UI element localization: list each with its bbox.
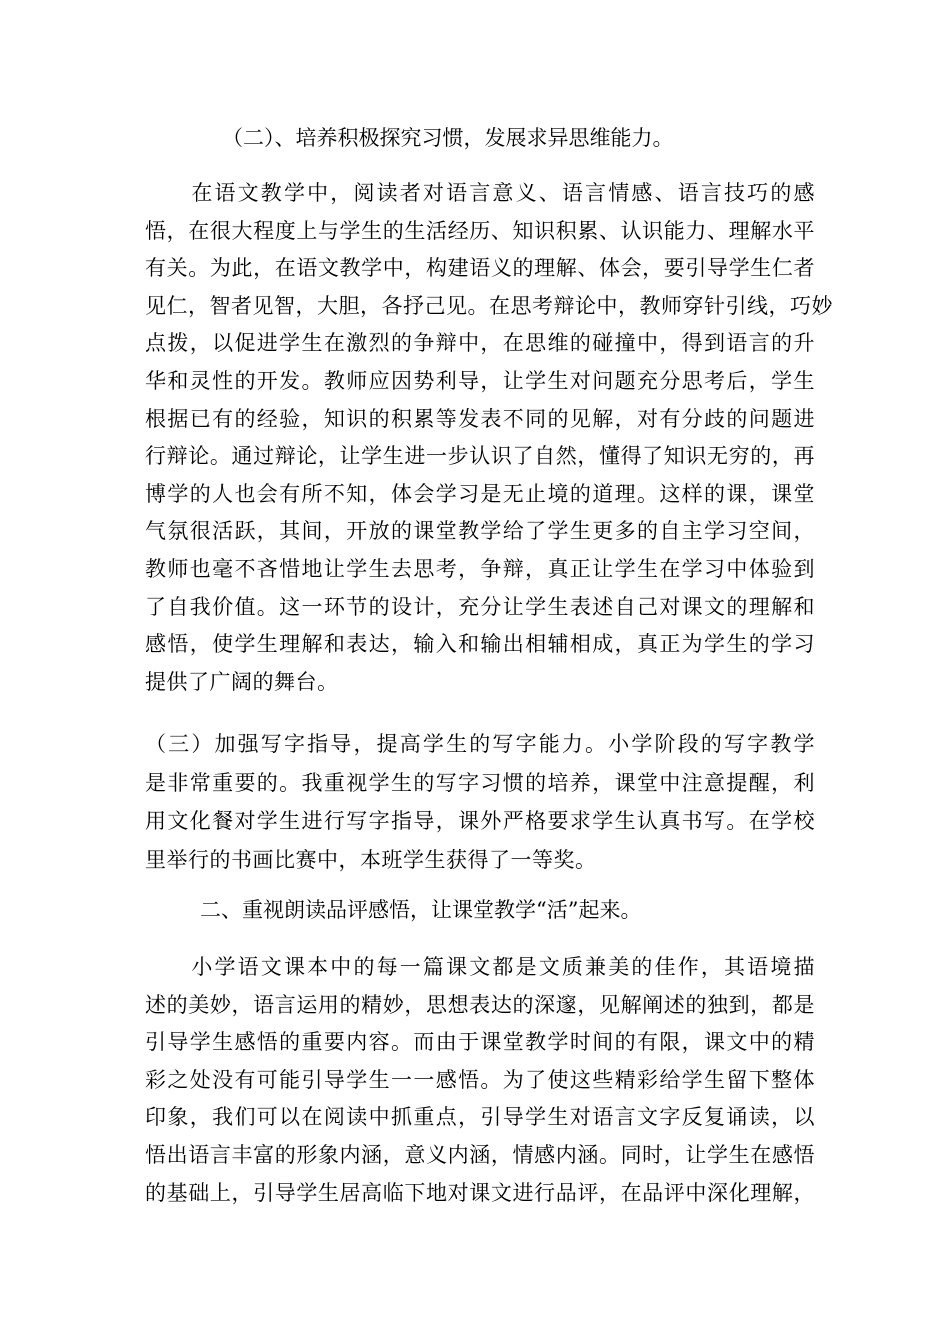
text-line: 华和灵性的开发。教师应因势利导，让学生对问题充分思考后，学生 — [145, 368, 815, 393]
text-line: 悟出语言丰富的形象内涵，意义内涵，情感内涵。同时，让学生在感悟 — [145, 1142, 815, 1167]
text-line: 里举行的书画比赛中，本班学生获得了一等奖。 — [145, 847, 597, 872]
text-line: 是非常重要的。我重视学生的写字习惯的培养，课堂中注意提醒，利 — [145, 770, 815, 795]
paragraph-inquiry-habits — [145, 175, 833, 701]
text-line: 彩之处没有可能引导学生一一感悟。为了使这些精彩给学生留下整体 — [145, 1067, 815, 1092]
text-line: 感悟，使学生理解和表达，输入和输出相辅相成，真正为学生的学习 — [145, 632, 815, 657]
text-line: 印象，我们可以在阅读中抓重点，引导学生对语言文字反复诵读，以 — [145, 1105, 815, 1130]
text-line: （三）加强写字指导，提高学生的写字能力。小学阶段的写字教学 — [145, 732, 815, 756]
text-line: 的基础上，引导学生居高临下地对课文进行品评，在品评中深化理解， — [145, 1180, 815, 1205]
section-heading-2: （二）、培养积极探究习惯，发展求异思维能力。 — [222, 126, 674, 150]
text-line: 述的美妙，语言运用的精妙，思想表达的深邃，见解阐述的独到，都是 — [145, 992, 815, 1017]
text-line: 引导学生感悟的重要内容。而由于课堂教学时间的有限，课文中的精 — [145, 1030, 815, 1055]
text-line: 小学语文课本中的每一篇课文都是文质兼美的佳作，其语境描 — [145, 955, 815, 979]
text-line: 气氛很活跃，其间，开放的课堂教学给了学生更多的自主学习空间， — [145, 519, 815, 544]
text-line: 用文化餐对学生进行写字指导，课外严格要求学生认真书写。在学校 — [145, 809, 815, 833]
text-line: 在语文教学中，阅读者对语言意义、语言情感、语言技巧的感 — [145, 181, 815, 205]
text-line: 见仁，智者见智，大胆，各抒己见。在思考辩论中，教师穿针引线，巧妙 — [145, 293, 833, 318]
text-line: 教师也毫不吝惜地让学生去思考，争辩，真正让学生在学习中体验到 — [145, 556, 815, 581]
text-line: 有关。为此，在语文教学中，构建语义的理解、体会，要引导学生仁者 — [145, 256, 815, 281]
text-line: 根据已有的经验，知识的积累等发表不同的见解，对有分歧的问题进 — [145, 406, 815, 431]
text-line: 行辩论。通过辩论，让学生进一步认识了自然，懂得了知识无穷的，再 — [145, 444, 815, 469]
paragraph-writing-guidance — [145, 725, 815, 879]
text-line: 了自我价值。这一环节的设计，充分让学生表述自己对课文的理解和 — [145, 594, 815, 619]
text-line: 提供了广阔的舞台。 — [145, 669, 339, 694]
paragraph-reading-appreciation — [145, 949, 815, 1212]
text-line: 博学的人也会有所不知，体会学习是无止境的道理。这样的课，课堂 — [145, 481, 815, 506]
text-line: 悟，在很大程度上与学生的生活经历、知识积累、认识能力、理解水平 — [145, 218, 815, 243]
text-line: 点拨，以促进学生在激烈的争辩中，在思维的碰撞中，得到语言的升 — [145, 331, 815, 356]
section-heading-reading: 二、重视朗读品评感悟，让课堂教学“活”起来。 — [200, 898, 642, 922]
